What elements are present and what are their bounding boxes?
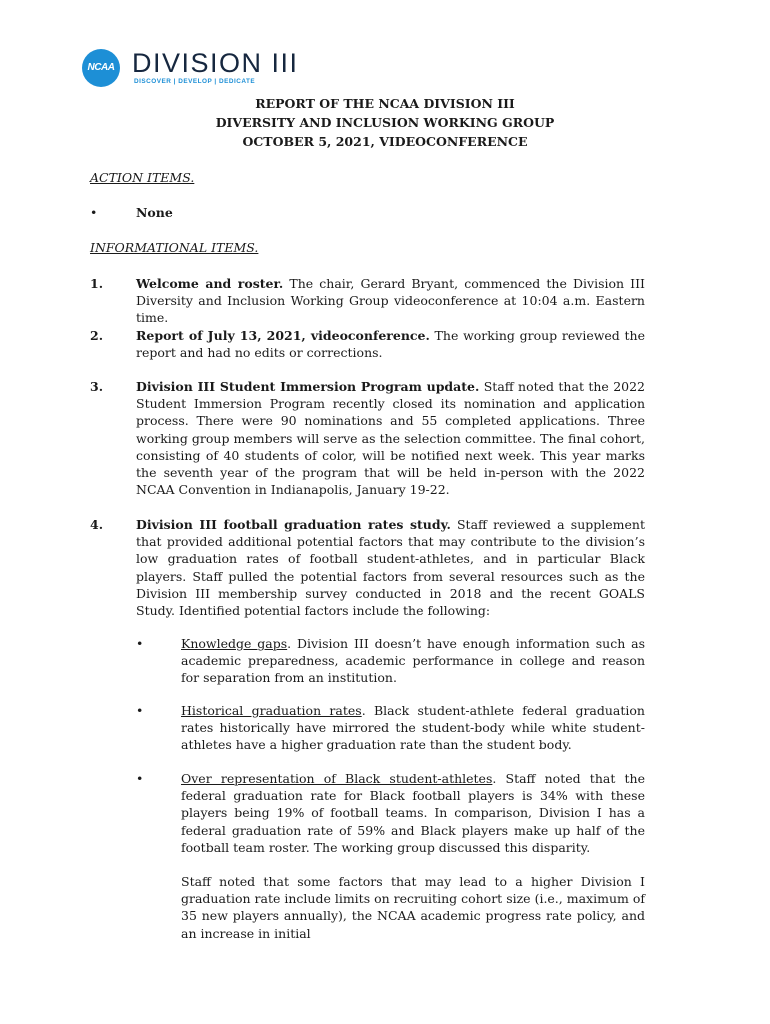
factor-historical-graduation-rates xyxy=(136,702,645,754)
informational-item-4 xyxy=(90,516,645,619)
item-number: 2. xyxy=(90,328,104,343)
header-line-3: OCTOBER 5, 2021, VIDEOCONFERENCE xyxy=(242,134,528,149)
factor-title: Knowledge gaps xyxy=(181,636,288,651)
logo-tagline: DISCOVER | DEVELOP | DEDICATE xyxy=(134,78,256,85)
factor-text: . Staff noted that the federal graduation rate for Black football players is 34% with these players being 19% of football teams. In comparison, Division I has a federal graduation rate of 59% and Black players make up half of the football team roster. The working group discussed this disparity. xyxy=(181,771,645,855)
item-number: 3. xyxy=(90,379,104,394)
bullet-icon: • xyxy=(136,771,144,786)
factor-over-representation xyxy=(136,770,645,856)
item-text: The working group reviewed the report and had no edits or corrections. xyxy=(136,328,646,361)
ncaa-logo-icon: NCAA xyxy=(82,49,120,87)
bullet-icon: • xyxy=(136,636,144,651)
informational-item-2 xyxy=(90,327,645,361)
bullet-icon: • xyxy=(136,703,144,718)
factor-title: Over representation of Black student-athletes xyxy=(181,771,493,786)
item-number: 4. xyxy=(90,517,104,532)
factor-knowledge-gaps xyxy=(136,635,645,687)
informational-items-heading: INFORMATIONAL ITEMS. xyxy=(90,240,259,255)
header-line-1: REPORT OF THE NCAA DIVISION III xyxy=(255,96,515,111)
logo-title: DIVISION III xyxy=(132,48,299,78)
factor-text: . Black student-athlete federal graduation rates historically have mirrored the student-body while white student-athletes have a higher graduation rate than the student body. xyxy=(181,703,645,753)
informational-item-1 xyxy=(90,275,645,327)
closing-paragraph: Staff noted that some factors that may lead to a higher Division I graduation rate include limits on recruiting cohort size (i.e., maximum of 35 new players annually), the NCAA academic progress rate policy, and an increase in initial xyxy=(181,874,645,941)
factor-text: . Division III doesn’t have enough information such as academic preparedness, academic performance in college and reason for separation from an institution. xyxy=(181,636,645,686)
bullet-icon: • xyxy=(90,205,98,220)
item-number: 1. xyxy=(90,276,104,291)
informational-item-3 xyxy=(90,378,645,498)
division-iii-logo xyxy=(82,47,299,89)
item-title: Report of July 13, 2021, videoconference. xyxy=(136,328,430,343)
item-text: Staff reviewed a supplement that provided additional potential factors that may contribute to the division’s low graduation rates of football student-athletes, and in particular Black players. Staff pulled the potential factors from several resources such as the Division III membership survey conducted in 2018 and the recent GOALS Study. Identified potential factors include the following: xyxy=(136,517,645,619)
factor-title: Historical graduation rates xyxy=(181,703,362,718)
item-title: Welcome and roster. xyxy=(136,276,284,291)
item-text: The chair, Gerard Bryant, commenced the Division III Diversity and Inclusion Working Group videoconference at 10:04 a.m. Eastern time. xyxy=(136,276,645,326)
item-title: Division III football graduation rates study. xyxy=(136,517,451,532)
report-header xyxy=(0,94,770,151)
item-title: Division III Student Immersion Program update. xyxy=(136,379,480,394)
action-item-none: None xyxy=(136,205,173,220)
action-items-heading: ACTION ITEMS. xyxy=(90,170,195,185)
item-text: Staff noted that the 2022 Student Immersion Program recently closed its nomination and application process. There were 90 nominations and 55 completed applications. Three working group members will serve as the selection committee. The final cohort, consisting of 40 students of color, will be notified next week. This year marks the seventh year of the program that will be held in-person with the 2022 NCAA Convention in Indianapolis, January 19-22. xyxy=(136,379,645,498)
header-line-2: DIVERSITY AND INCLUSION WORKING GROUP xyxy=(215,115,555,130)
